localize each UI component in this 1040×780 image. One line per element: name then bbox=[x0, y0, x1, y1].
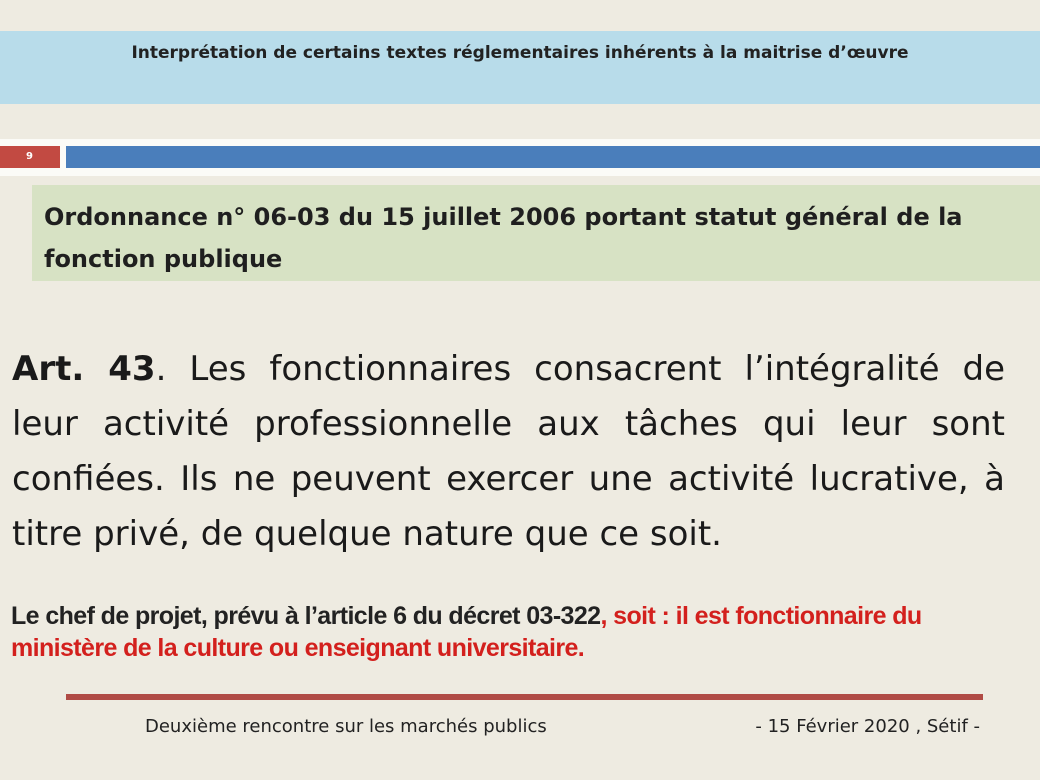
article-label: Art. 43 bbox=[12, 349, 156, 389]
page-title: Interprétation de certains textes réglementaires inhérents à la maitrise d’œuvre bbox=[131, 43, 909, 63]
note-part-2: , soit : il est fonctionnaire du ministère de la culture ou enseignant universitaire. bbox=[11, 602, 922, 662]
project-chief-note bbox=[11, 600, 1011, 664]
footer-date: - 15 Février 2020 , Sétif - bbox=[755, 716, 980, 737]
note-part-1: Le chef de projet, prévu à l’article 6 du décret 03-322 bbox=[11, 602, 601, 630]
ordinance-title: Ordonnance n° 06-03 du 15 juillet 2006 portant statut général de la fonction publique bbox=[44, 203, 963, 273]
footer-rule bbox=[66, 694, 983, 700]
footer-event: Deuxième rencontre sur les marchés publics bbox=[145, 716, 547, 737]
accent-bar bbox=[66, 146, 1040, 168]
article-paragraph bbox=[12, 342, 1005, 562]
article-body: . Les fonctionnaires consacrent l’intégralité de leur activité professionnelle aux tâches qui leur sont confiées. Ils ne peuvent exercer une activité lucrative, à titre privé, de quelque nature que ce soit. bbox=[12, 349, 1005, 554]
header-band bbox=[0, 31, 1040, 104]
slide-number: 9 bbox=[0, 146, 60, 168]
